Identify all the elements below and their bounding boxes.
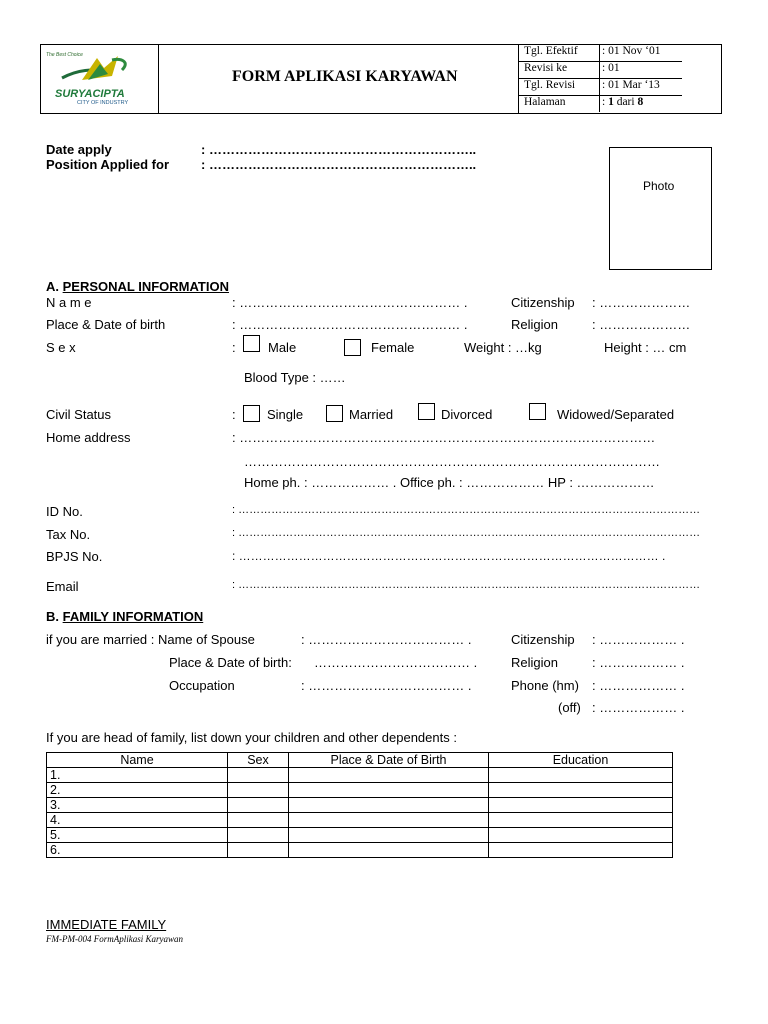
col-education-header: Education — [489, 753, 673, 768]
dependents-instruction: If you are head of family, list down your children and other dependents : — [46, 730, 457, 745]
spouse-occupation-label: Occupation — [169, 678, 235, 693]
meta-value: : 01 Nov ‘01 — [602, 45, 661, 57]
spouse-phone-off-label: (off) — [558, 700, 581, 715]
citizenship-label: Citizenship — [511, 295, 575, 310]
bpjs-field[interactable]: : …………………………………………………………………………………………… . — [232, 549, 666, 563]
blood-type-field[interactable]: Blood Type : …… — [244, 370, 346, 385]
spouse-occupation-field[interactable]: : ……………………………… . — [301, 678, 472, 693]
date-apply-label: Date apply — [46, 142, 112, 157]
row-number[interactable]: 4. — [47, 813, 228, 828]
page-number: 1 — [608, 96, 614, 108]
table-row — [47, 783, 673, 798]
widowed-checkbox[interactable] — [529, 403, 546, 420]
widowed-label: Widowed/Separated — [557, 407, 675, 422]
meta-value — [602, 96, 643, 108]
meta-label: Revisi ke — [524, 62, 568, 74]
page-mid: dari — [613, 96, 638, 108]
logo-tagline: The Best Choice — [46, 52, 83, 58]
spouse-phone-hm-field[interactable]: : ……………… . — [592, 678, 685, 693]
spouse-name-label: if you are married : Name of Spouse — [46, 632, 255, 647]
bpjs-label: BPJS No. — [46, 549, 103, 564]
id-field[interactable]: : ……………………………………………………………………………………………………………… — [232, 504, 701, 516]
row-number[interactable]: 6. — [47, 843, 228, 858]
sex-cell[interactable] — [228, 783, 289, 798]
col-name-header: Name — [47, 753, 228, 768]
section-a-title: PERSONAL INFORMATION — [62, 279, 229, 294]
spouse-citizenship-field[interactable]: : ……………… . — [592, 632, 685, 647]
table-row — [47, 798, 673, 813]
pob-cell[interactable] — [289, 768, 489, 783]
sex-cell[interactable] — [228, 798, 289, 813]
civil-status-label: Civil Status — [46, 407, 112, 422]
divorced-label: Divorced — [441, 407, 493, 422]
section-b-title: FAMILY INFORMATION — [62, 609, 204, 624]
row-number[interactable]: 5. — [47, 828, 228, 843]
row-number[interactable]: 2. — [47, 783, 228, 798]
sex-cell[interactable] — [228, 768, 289, 783]
id-label: ID No. — [46, 504, 83, 519]
section-a-heading — [46, 279, 229, 294]
spouse-phone-hm-label: Phone (hm) — [511, 678, 579, 693]
meta-row-revision-date — [518, 78, 682, 96]
phone-fields[interactable]: Home ph. : ……………… . Office ph. : ……………… HP : ……………… — [244, 475, 655, 490]
page-total: 8 — [637, 96, 644, 108]
citizenship-field[interactable]: : ………………… — [592, 295, 691, 310]
pob-cell[interactable] — [289, 798, 489, 813]
sex-colon: : — [232, 340, 236, 355]
civil-colon: : — [232, 407, 236, 422]
male-checkbox[interactable] — [243, 335, 260, 352]
female-label: Female — [371, 340, 415, 355]
education-cell[interactable] — [489, 783, 673, 798]
spouse-phone-off-field[interactable]: : ……………… . — [592, 700, 685, 715]
religion-field[interactable]: : ………………… — [592, 317, 691, 332]
meta-row-page — [518, 95, 682, 112]
meta-row-revision — [518, 61, 682, 79]
table-row — [47, 843, 673, 858]
education-cell[interactable] — [489, 843, 673, 858]
meta-value: : 01 Mar ‘13 — [602, 79, 660, 91]
table-row — [47, 813, 673, 828]
education-cell[interactable] — [489, 798, 673, 813]
section-b-prefix: B. — [46, 609, 63, 624]
name-field[interactable]: : …………………………………………… . — [232, 295, 468, 310]
position-label: Position Applied for — [46, 157, 170, 172]
email-field[interactable]: : ……………………………………………………………………………………………………………… — [232, 579, 701, 591]
spouse-religion-field[interactable]: : ……………… . — [592, 655, 685, 670]
document-code: FM-PM-004 FormAplikasi Karyawan — [46, 934, 183, 944]
female-checkbox[interactable] — [344, 339, 361, 356]
col-pob-header: Place & Date of Birth — [289, 753, 489, 768]
section-b-heading — [46, 609, 203, 624]
education-cell[interactable] — [489, 813, 673, 828]
spouse-citizenship-label: Citizenship — [511, 632, 575, 647]
meta-label: Halaman — [524, 96, 566, 108]
tax-label: Tax No. — [46, 527, 91, 542]
education-cell[interactable] — [489, 828, 673, 843]
meta-label: Tgl. Efektif — [524, 45, 578, 57]
photo-box[interactable] — [609, 147, 712, 270]
divorced-checkbox[interactable] — [418, 403, 435, 420]
col-sex-header: Sex — [228, 753, 289, 768]
married-checkbox[interactable] — [326, 405, 343, 422]
pob-field[interactable]: : …………………………………………… . — [232, 317, 468, 332]
meta-label: Tgl. Revisi — [524, 79, 576, 91]
form-title: FORM APLIKASI KARYAWAN — [232, 68, 458, 85]
logo-text: SURYACIPTA — [55, 88, 125, 100]
home-address-label: Home address — [46, 430, 131, 445]
position-field[interactable]: : …………………………………………………….. — [201, 157, 477, 172]
meta-row-effective — [518, 44, 682, 62]
row-number[interactable]: 1. — [47, 768, 228, 783]
single-label: Single — [267, 407, 304, 422]
page-prefix: : — [602, 96, 609, 108]
sex-cell[interactable] — [228, 843, 289, 858]
date-apply-field[interactable]: : …………………………………………………….. — [201, 142, 477, 157]
male-label: Male — [268, 340, 297, 355]
pob-label: Place & Date of birth — [46, 317, 166, 332]
weight-field[interactable]: Weight : …kg — [464, 340, 542, 355]
photo-label: Photo — [643, 179, 675, 193]
religion-label: Religion — [511, 317, 558, 332]
home-address-field-2[interactable]: …………………………………………………………………………………… — [244, 454, 660, 469]
pob-cell[interactable] — [289, 828, 489, 843]
spouse-pob-field[interactable]: ……………………………… . — [314, 655, 478, 670]
meta-value: : 01 — [602, 62, 620, 74]
name-label: N a m e — [46, 295, 92, 310]
section-a-prefix: A. — [46, 279, 63, 294]
logo-subtext: CITY OF INDUSTRY — [77, 100, 129, 106]
spouse-name-field[interactable]: : ……………………………… . — [301, 632, 472, 647]
pob-cell[interactable] — [289, 783, 489, 798]
sex-label: S e x — [46, 340, 76, 355]
married-label: Married — [349, 407, 394, 422]
height-field[interactable]: Height : … cm — [604, 340, 687, 355]
home-address-field-1[interactable]: : …………………………………………………………………………………… — [232, 430, 656, 445]
spouse-pob-label: Place & Date of birth: — [169, 655, 292, 670]
sex-cell[interactable] — [228, 813, 289, 828]
pob-cell[interactable] — [289, 843, 489, 858]
meta-divider — [599, 44, 600, 112]
row-number[interactable]: 3. — [47, 798, 228, 813]
email-label: Email — [46, 579, 79, 594]
pob-cell[interactable] — [289, 813, 489, 828]
single-checkbox[interactable] — [243, 405, 260, 422]
education-cell[interactable] — [489, 768, 673, 783]
table-row — [47, 828, 673, 843]
sex-cell[interactable] — [228, 828, 289, 843]
spouse-religion-label: Religion — [511, 655, 558, 670]
tax-field[interactable]: : ……………………………………………………………………………………………………………… — [232, 527, 701, 539]
table-header-row — [47, 753, 673, 768]
immediate-family-heading: IMMEDIATE FAMILY — [46, 917, 167, 932]
table-row — [47, 768, 673, 783]
dependents-table — [46, 752, 673, 858]
